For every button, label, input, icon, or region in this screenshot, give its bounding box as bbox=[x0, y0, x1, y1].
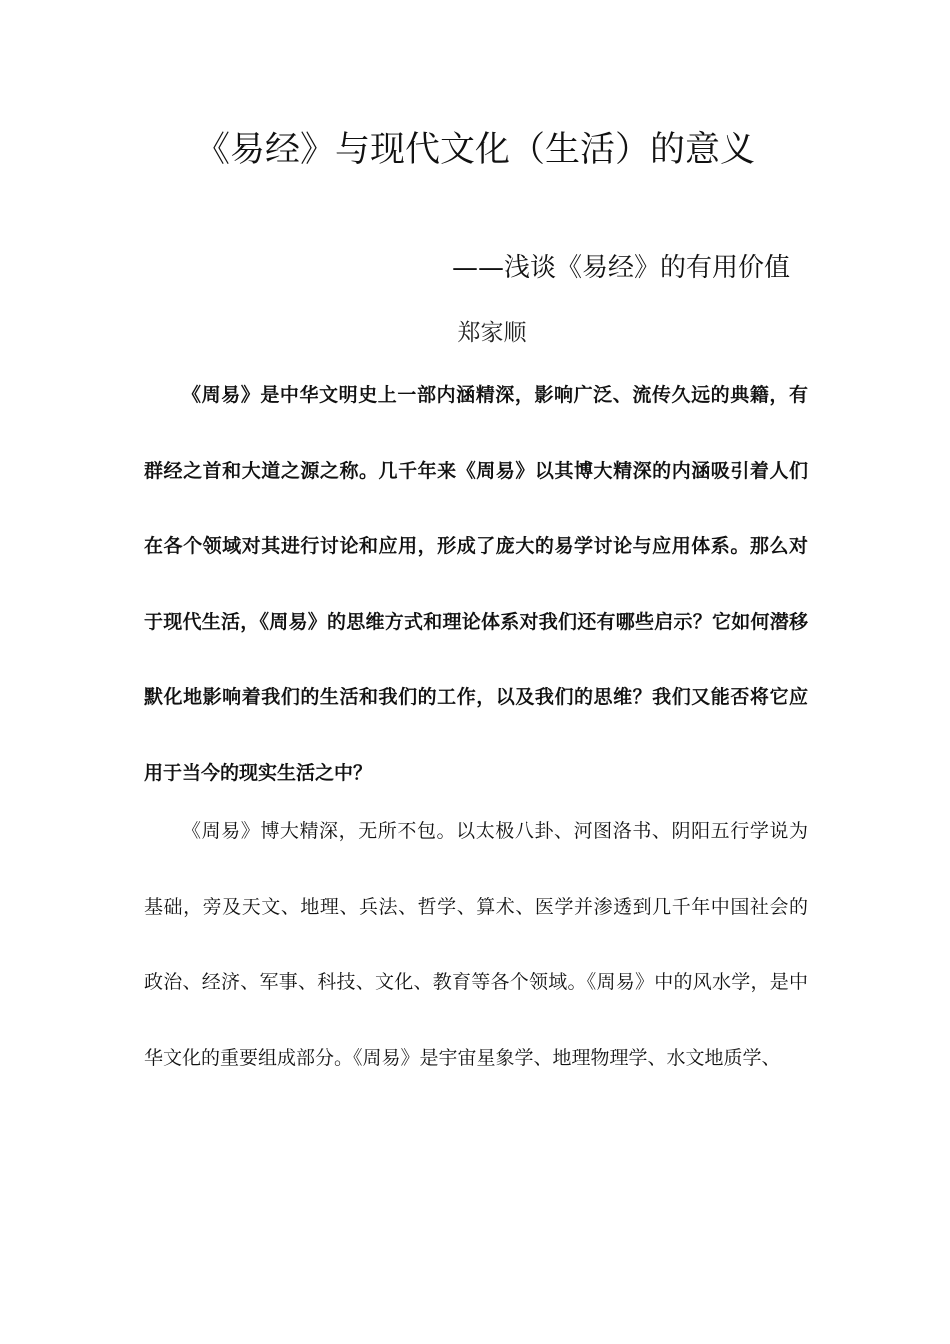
paragraph-intro: 《周易》是中华文明史上一部内涵精深，影响广泛、流传久远的典籍，有群经之首和大道之源之称。几千年来《周易》以其博大精深的内涵吸引着人们在各个领域对其进行讨论和应用，形成了庞大的易学讨论与应用体系。那么对于现代生活，《周易》的思维方式和理论体系对我们还有哪些启示？它如何潜移默化地影响着我们的生活和我们的工作，以及我们的思维？我们又能否将它应用于当今的现实生活之中？ bbox=[144, 384, 808, 784]
author-name: 郑家顺 bbox=[457, 320, 527, 346]
document-subtitle: ——浅谈《易经》的有用价值 bbox=[451, 253, 790, 283]
paragraph-body: 《周易》博大精深，无所不包。以太极八卦、河图洛书、阴阳五行学说为基础，旁及天文、地理、兵法、哲学、算术、医学并渗透到几千年中国社会的政治、经济、军事、科技、文化、教育等各个领域。《周易》中的风水学，是中华文化的重要组成部分。《周易》是宇宙星象学、地理物理学、水文地质学、 bbox=[144, 820, 808, 1069]
document-title: 《易经》与现代文化（生活）的意义 bbox=[194, 130, 755, 170]
